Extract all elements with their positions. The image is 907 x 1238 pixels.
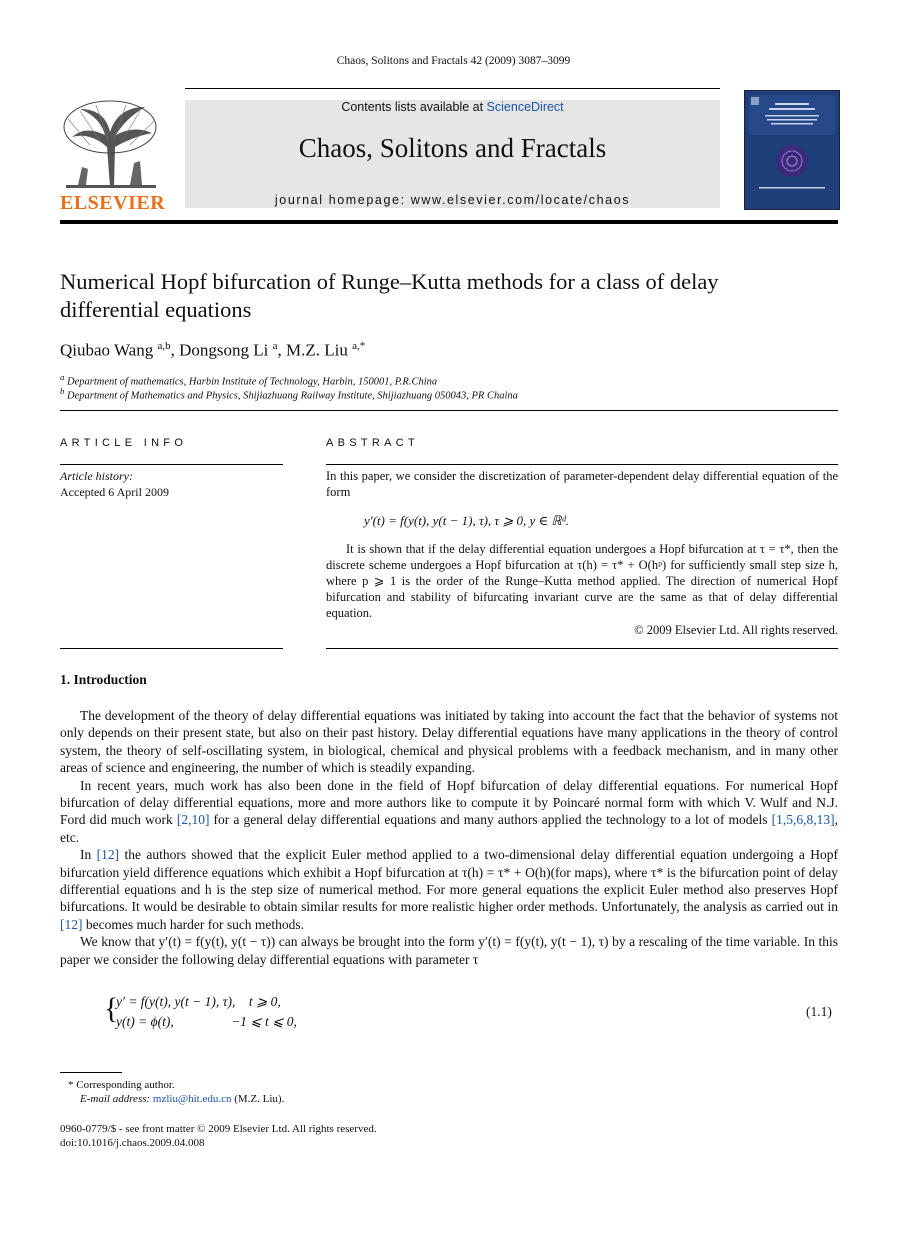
abstract-rule (326, 464, 838, 465)
affiliation-b (60, 386, 518, 402)
article-info-heading: ARTICLE INFO (60, 437, 188, 449)
abstract-equation: y′(t) = f(y(t), y(t − 1), τ), τ ⩾ 0, y ∈ ℝᵈ. (364, 513, 569, 528)
body-paragraph (60, 777, 838, 847)
journal-homepage[interactable]: journal homepage: www.elsevier.com/locate/chaos (274, 193, 631, 207)
reference-link[interactable]: [1,5,6,8,13] (771, 812, 835, 828)
abstract-bottom-rule (326, 648, 838, 649)
affiliation-rule (60, 410, 838, 411)
doi-line[interactable]: doi:10.1016/j.chaos.2009.04.008 (60, 1137, 205, 1149)
affiliation-text: Department of Mathematics and Physics, Shijiazhuang Railway Institute, Shijiazhuang 050043, PR Chaina (67, 390, 518, 402)
reference-link[interactable]: [12] (96, 847, 120, 863)
contents-prefix: Contents lists available at (341, 100, 487, 114)
info-rule (60, 464, 283, 465)
info-bottom-rule (60, 648, 283, 649)
body-paragraph: The development of the theory of delay differential equations was initiated by taking into account the fact that the behavior of systems not only depends on their present state, but also on their past history. Delay differential equations have many applications in the theory of control system, the theory of self-oscillating system, in biological, chemical and physical problems with a feedback mechanism, and in many other areas of science and engineering, the number of which is steadily expanding. (60, 708, 838, 776)
abstract-copyright: © 2009 Elsevier Ltd. All rights reserved. (634, 623, 838, 637)
equation-line: y′ = f(y(t), y(t − 1), τ), t ⩾ 0, (116, 994, 281, 1009)
body-text: the authors showed that the explicit Euler method applied to a two-dimensional delay differential equation undergoing a Hopf bifurcation yield difference equations which exhibit a Hopf bifurcation at τ(h) = τ* + O(h)(for maps), where τ* is the bifurcation point of delay differential equations and h is the step size of numerical method. For more general equations the explicit Euler method also preserves Hopf bifurcations. It would be desirable to obtain similar results for more realistic higher order methods. Unfortunately, the analysis as carried out in (60, 847, 838, 915)
journal-title: Chaos, Solitons and Fractals (298, 133, 607, 163)
header-top-rule (185, 88, 720, 89)
body-text: In recent years, much work has also been done in the field of Hopf bifurcation of delay differential equations. For numerical Hopf bifurcation of delay differential equations, more and more authors like to compute it by Poincaré normal form with which V. Wulf and N.J. Ford did much work (60, 777, 838, 828)
corresponding-author-note: * Corresponding author. (68, 1079, 175, 1091)
email-note (80, 1092, 284, 1106)
body-text: becomes much harder for such methods. (82, 916, 305, 932)
equation-number: (1.1) (806, 1004, 832, 1019)
abstract-heading: ABSTRACT (326, 437, 420, 449)
body-text: In (80, 847, 97, 863)
article-title: Numerical Hopf bifurcation of Runge–Kutta methods for a class of delay differential equations (60, 269, 719, 322)
equation-line: y(t) = ϕ(t), −1 ⩽ t ⩽ 0, (116, 1014, 297, 1029)
author-affiliation-mark[interactable]: a,b (157, 340, 171, 352)
affiliation-mark: b (60, 386, 65, 396)
affiliation-mark: a (60, 372, 65, 382)
introduction-body (60, 707, 838, 968)
email-suffix: (M.Z. Liu). (231, 1093, 285, 1105)
abstract-paragraph: It is shown that if the delay differential equation undergoes a Hopf bifurcation at τ = τ*, then the discrete scheme undergoes a Hopf bifurcation at τ(h) = τ* + O(hᵖ) for sufficiently small step size h, where p ⩾ 1 is the order of the Runge–Kutta method applied. The direction of numerical Hopf bifurcation and stability of bifurcating invariant curve are the same as that of delay differential equation. (326, 542, 838, 620)
body-text: , etc. (60, 812, 838, 845)
abstract-paragraph: In this paper, we consider the discretization of parameter-dependent delay differential equation of the form (326, 469, 838, 499)
author-name: Dongsong Li (179, 340, 269, 360)
equation-brace: { (104, 992, 119, 1025)
issn-line: 0960-0779/$ - see front matter © 2009 Elsevier Ltd. All rights reserved. (60, 1123, 377, 1135)
author-affiliation-mark[interactable]: a (272, 340, 278, 352)
header-thick-rule (60, 220, 838, 224)
author-name: M.Z. Liu (286, 340, 348, 360)
reference-link[interactable]: [12] (60, 916, 83, 932)
section-heading-introduction: 1. Introduction (60, 672, 147, 687)
journal-cover-image (744, 90, 840, 210)
sciencedirect-link[interactable]: ScienceDirect (486, 100, 564, 114)
reference-link[interactable]: [2,10] (176, 812, 210, 828)
elsevier-wordmark: ELSEVIER (60, 192, 166, 214)
abstract-body (326, 468, 838, 638)
email-label: E-mail address: (80, 1093, 153, 1105)
body-paragraph: We know that y′(t) = f(y(t), y(t − τ)) can always be brought into the form y′(t) = f(y(t), y(t − 1), τ) by a rescaling of the time variable. In this paper we consider the following delay differential equations with parameter τ (60, 934, 838, 967)
footnote-rule (60, 1072, 122, 1073)
email-link[interactable]: mzliu@hit.edu.cn (152, 1093, 232, 1105)
author-name: Qiubao Wang (60, 340, 154, 360)
contents-line (185, 100, 720, 114)
affiliation-text: Department of mathematics, Harbin Institute of Technology, Harbin, 150001, P.R.China (67, 376, 438, 388)
history-label: Article history: (60, 469, 133, 483)
author-list: Qiubao Wang $^{a,b}$, Dongsong Li $^a$, M.Z. Liu $^{a,*}$ (60, 340, 366, 360)
accepted-date: Accepted 6 April 2009 (60, 485, 169, 499)
body-paragraph (60, 846, 838, 933)
journal-citation: Chaos, Solitons and Fractals 42 (2009) 3087–3099 (336, 55, 571, 67)
author-affiliation-mark[interactable]: a,* (352, 340, 366, 352)
body-text: for a general delay differential equations and many authors applied the technology to a lot of models (209, 812, 772, 828)
